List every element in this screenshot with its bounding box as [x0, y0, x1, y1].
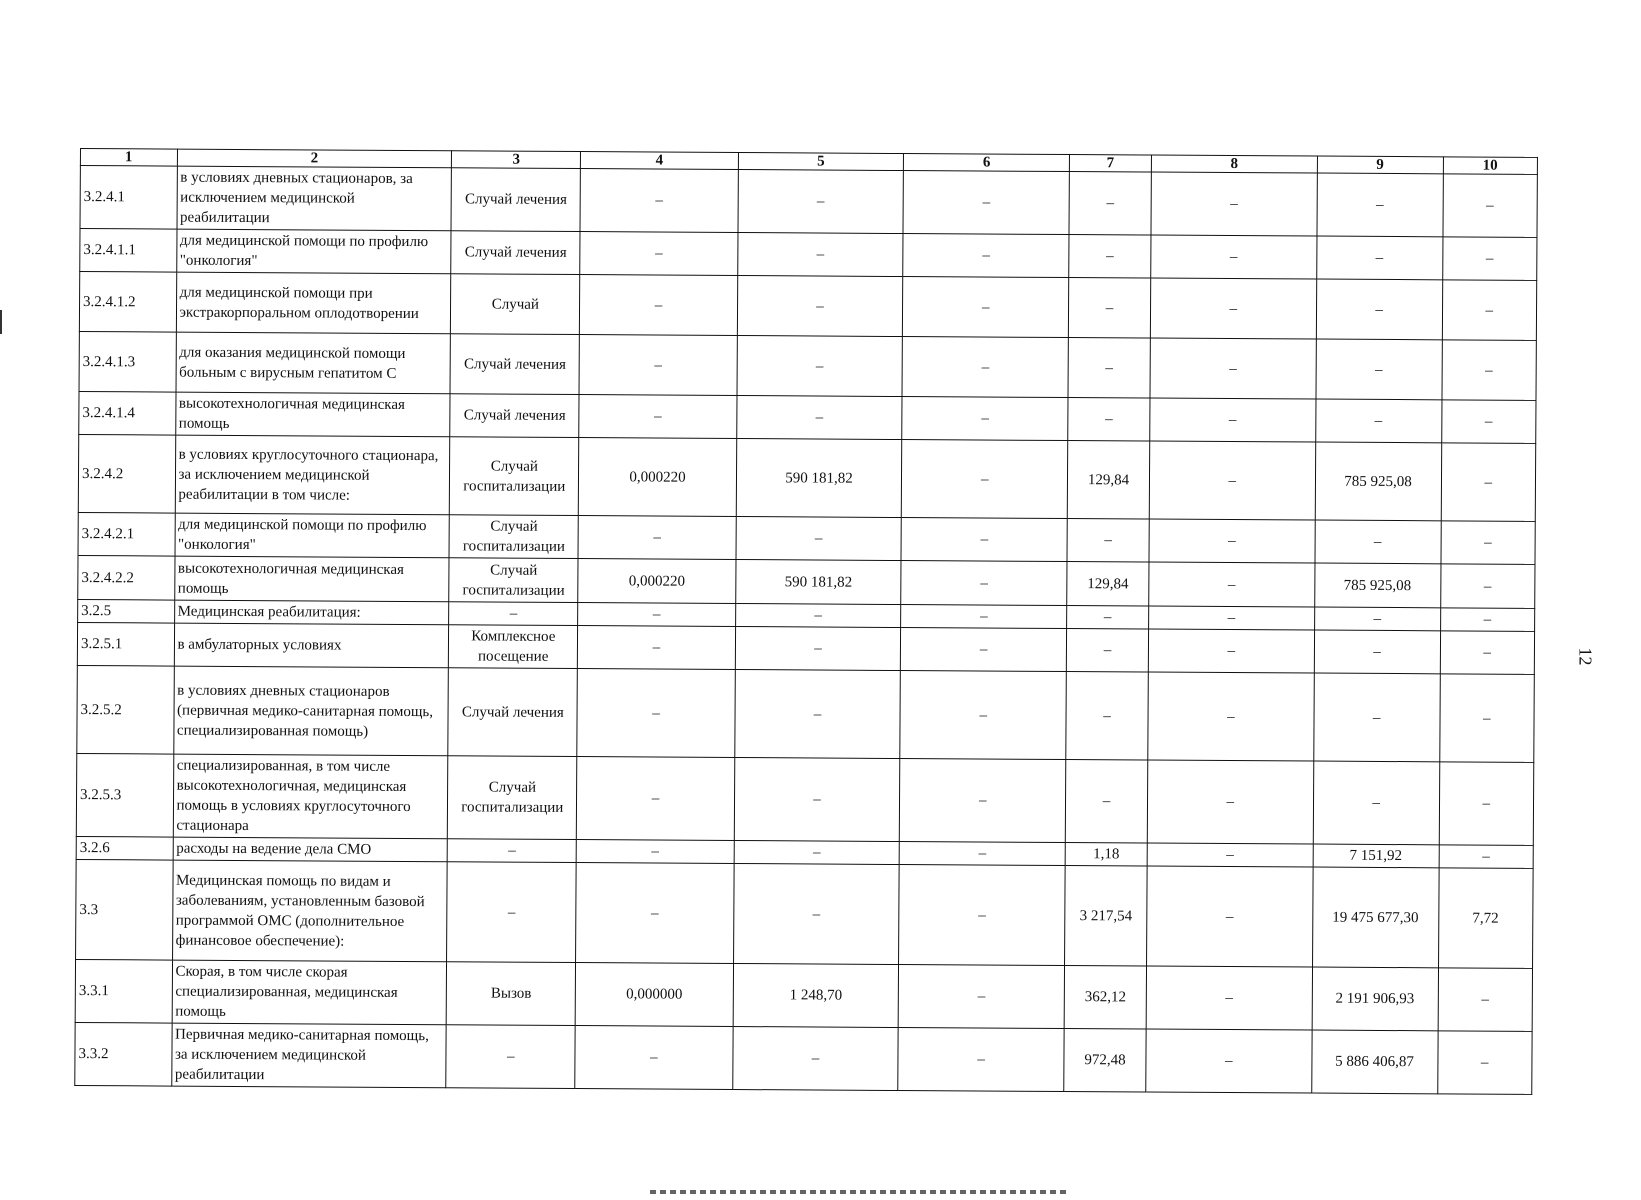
row-name: в амбулаторных условиях	[174, 623, 449, 668]
row-unit: Случай лечения	[450, 334, 579, 395]
cell-col5: –	[733, 864, 899, 965]
column-header-9: 9	[1317, 156, 1443, 174]
cell-col5: –	[734, 758, 900, 842]
cell-col9: –	[1313, 673, 1439, 762]
row-unit: Случай госпитализации	[450, 437, 579, 516]
cell-col5: –	[735, 627, 901, 671]
cell-col4: –	[578, 603, 735, 627]
cell-col8: –	[1150, 338, 1316, 399]
cell-col10: –	[1441, 400, 1536, 444]
cell-col8: –	[1146, 1029, 1312, 1093]
cell-col8: –	[1151, 172, 1317, 236]
table-row	[79, 331, 1536, 400]
cell-col6: –	[901, 628, 1067, 672]
cell-col7: –	[1068, 278, 1150, 338]
cell-col10: –	[1440, 608, 1535, 632]
cell-col6: –	[900, 842, 1066, 866]
table-row	[79, 272, 1536, 341]
row-unit: Случай лечения	[451, 168, 580, 232]
table-row	[75, 1022, 1532, 1094]
cell-col6: –	[899, 965, 1065, 1029]
cell-col5: –	[736, 517, 902, 561]
cell-col10: –	[1437, 1031, 1532, 1095]
cell-col4: 0,000220	[578, 559, 736, 604]
cell-col7: 972,48	[1064, 1029, 1146, 1092]
cell-col8: –	[1147, 760, 1313, 844]
cell-col9: –	[1316, 236, 1442, 280]
cell-col4: –	[575, 1026, 733, 1090]
scan-edge-mark	[0, 310, 2, 334]
cell-col4: –	[578, 516, 736, 560]
financing-table	[74, 148, 1538, 1095]
column-header-6: 6	[904, 154, 1070, 172]
cell-col9: 19 475 677,30	[1312, 867, 1438, 968]
cell-col4: –	[579, 395, 737, 439]
row-unit: Случай лечения	[450, 394, 579, 438]
column-header-2: 2	[177, 149, 452, 168]
cell-col7: –	[1069, 235, 1151, 278]
cell-col10: –	[1442, 237, 1537, 281]
cell-col7: 362,12	[1064, 966, 1146, 1029]
row-code: 3.2.4.1.1	[80, 229, 177, 273]
cell-col5: –	[738, 170, 904, 234]
row-code: 3.2.5	[78, 599, 175, 623]
cell-col4: –	[577, 669, 735, 758]
cell-col5: 590 181,82	[736, 439, 902, 518]
scan-artifact-line	[650, 1190, 1070, 1194]
cell-col8: –	[1146, 866, 1312, 967]
column-header-8: 8	[1151, 155, 1317, 173]
row-name: Медицинская реабилитация:	[174, 600, 449, 625]
table-row	[80, 166, 1537, 238]
cell-col10: –	[1440, 564, 1535, 609]
cell-col4: –	[577, 757, 735, 841]
column-header-5: 5	[738, 153, 904, 171]
row-unit: Вызов	[446, 962, 575, 1026]
cell-col9: 5 886 406,87	[1311, 1030, 1437, 1094]
table-row	[78, 434, 1535, 521]
cell-col7: 129,84	[1067, 441, 1149, 519]
cell-col10: –	[1439, 762, 1534, 846]
row-code: 3.3.1	[75, 959, 172, 1023]
cell-col8: –	[1149, 606, 1315, 630]
cell-col9: 785 925,08	[1315, 442, 1441, 521]
column-header-1: 1	[80, 149, 177, 167]
cell-col4: –	[576, 863, 734, 964]
row-name: Скорая, в том числе скорая специализированная, медицинская помощь	[172, 960, 447, 1025]
cell-col9: 2 191 906,93	[1312, 967, 1438, 1031]
cell-col10: –	[1442, 280, 1537, 341]
cell-col10: 7,72	[1438, 868, 1533, 969]
cell-col7: –	[1069, 172, 1151, 235]
cell-col10: –	[1439, 674, 1534, 763]
cell-col9: –	[1313, 761, 1439, 845]
cell-col6: –	[900, 759, 1066, 843]
column-header-7: 7	[1069, 155, 1151, 172]
cell-col5: 1 248,70	[733, 964, 899, 1028]
table-row	[75, 959, 1532, 1031]
row-unit: –	[447, 862, 577, 963]
cell-col5: –	[734, 670, 900, 759]
table-row	[77, 665, 1535, 762]
row-unit: –	[449, 602, 578, 626]
cell-col8: –	[1151, 235, 1317, 279]
cell-col10: –	[1441, 443, 1536, 522]
column-header-4: 4	[581, 152, 738, 170]
cell-col7: –	[1066, 672, 1148, 760]
cell-col9: –	[1315, 399, 1441, 443]
cell-col6: –	[900, 671, 1066, 760]
cell-col8: –	[1149, 519, 1315, 563]
cell-col6: –	[902, 337, 1068, 398]
cell-col4: 0,000220	[579, 438, 737, 517]
cell-col9: –	[1316, 339, 1442, 400]
cell-col7: 3 217,54	[1065, 866, 1147, 966]
row-name: для медицинской помощи при экстракорпоральном оплодотворении	[176, 272, 451, 334]
cell-col8: –	[1150, 398, 1316, 442]
cell-col7: 129,84	[1067, 562, 1149, 606]
column-header-3: 3	[452, 151, 581, 169]
row-name: для оказания медицинской помощи больным с вирусным гепатитом С	[176, 332, 451, 394]
cell-col4: –	[578, 626, 736, 670]
row-name: расходы на ведение дела СМО	[173, 837, 448, 862]
cell-col9: –	[1314, 630, 1440, 674]
row-code: 3.2.4.2	[78, 434, 175, 513]
cell-col5: 590 181,82	[735, 560, 901, 605]
cell-col6: –	[903, 171, 1069, 235]
row-unit: Случай госпитализации	[449, 558, 578, 603]
cell-col6: –	[899, 865, 1065, 966]
cell-col8: –	[1148, 672, 1314, 761]
row-unit: –	[446, 1025, 575, 1089]
table-row	[76, 753, 1533, 845]
cell-col6: –	[902, 397, 1068, 441]
row-code: 3.2.5.3	[76, 753, 173, 837]
cell-col5: –	[732, 1027, 898, 1091]
cell-col8: –	[1147, 843, 1313, 867]
cell-col5: –	[737, 276, 903, 337]
cell-col6: –	[901, 518, 1067, 562]
row-code: 3.2.4.1.4	[79, 391, 176, 435]
row-unit: Случай госпитализации	[448, 756, 578, 840]
cell-col7: –	[1065, 760, 1147, 843]
cell-col6: –	[901, 605, 1067, 629]
cell-col10: –	[1443, 174, 1538, 238]
row-name: для медицинской помощи по профилю "онкология"	[176, 229, 451, 274]
cell-col8: –	[1150, 278, 1316, 339]
row-unit: Случай лечения	[448, 668, 578, 757]
row-code: 3.2.5.1	[77, 622, 174, 666]
row-code: 3.2.4.1.3	[79, 331, 176, 392]
cell-col7: 1,18	[1065, 843, 1147, 866]
cell-col7: –	[1068, 398, 1150, 441]
cell-col8: –	[1148, 629, 1314, 673]
table-row	[76, 859, 1534, 968]
cell-col4: –	[579, 335, 737, 396]
cell-col4: –	[576, 840, 733, 864]
cell-col6: –	[903, 234, 1069, 278]
cell-col9: –	[1314, 607, 1440, 631]
row-code: 3.2.4.2.1	[78, 512, 175, 556]
row-name: специализированная, в том числе высокотехнологичная, медицинская помощь в условиях круглосуточного стационара	[173, 754, 448, 839]
cell-col8: –	[1149, 562, 1315, 607]
row-unit: –	[447, 839, 576, 863]
row-code: 3.2.4.2.2	[78, 555, 175, 600]
row-name: высокотехнологичная медицинская помощь	[174, 556, 449, 602]
table-body	[75, 166, 1538, 1095]
cell-col5: –	[737, 336, 903, 397]
cell-col6: –	[902, 440, 1068, 519]
cell-col4: 0,000000	[575, 963, 733, 1027]
row-name: высокотехнологичная медицинская помощь	[175, 392, 450, 437]
cell-col7: –	[1067, 519, 1149, 562]
column-header-10: 10	[1443, 157, 1538, 175]
row-code: 3.2.6	[76, 836, 173, 860]
cell-col9: –	[1315, 520, 1441, 564]
cell-col10: –	[1440, 631, 1535, 675]
cell-col6: –	[903, 277, 1069, 338]
cell-col5: –	[736, 396, 902, 440]
row-name: Первичная медико-санитарная помощь, за исключением медицинской реабилитации	[171, 1023, 446, 1088]
row-name: в условиях круглосуточного стационара, за исключением медицинской реабилитации в том числе:	[175, 435, 450, 515]
cell-col10: –	[1442, 340, 1537, 401]
row-code: 3.2.4.1.2	[79, 272, 176, 333]
row-name: Медицинская помощь по видам и заболеваниям, установленным базовой программой ОМС (дополнительное финансовое обеспечение):	[172, 860, 447, 962]
row-name: в условиях дневных стационаров, за исключением медицинской реабилитации	[177, 166, 452, 231]
row-code: 3.3.2	[75, 1022, 172, 1086]
row-name: в условиях дневных стационаров (первичная медико-санитарная помощь, специализированная помощь)	[173, 666, 448, 756]
cell-col8: –	[1146, 966, 1312, 1030]
cell-col4: –	[580, 275, 738, 336]
cell-col10: –	[1438, 968, 1533, 1032]
cell-col9: 785 925,08	[1314, 563, 1440, 608]
cell-col10: –	[1441, 521, 1536, 565]
cell-col4: –	[580, 232, 738, 276]
cell-col6: –	[901, 561, 1067, 606]
cell-col5: –	[735, 604, 901, 628]
row-code: 3.3	[76, 859, 173, 960]
cell-col6: –	[898, 1028, 1064, 1092]
cell-col9: –	[1316, 279, 1442, 340]
cell-col7: –	[1068, 338, 1150, 398]
cell-col10: –	[1439, 845, 1534, 869]
row-code: 3.2.4.1	[80, 166, 177, 230]
row-code: 3.2.5.2	[77, 665, 174, 754]
cell-col7: –	[1066, 629, 1148, 672]
cell-col4: –	[580, 169, 738, 233]
row-unit: Комплексное посещение	[449, 625, 578, 669]
document-page	[74, 148, 1538, 1095]
cell-col5: –	[737, 233, 903, 277]
cell-col8: –	[1149, 441, 1315, 520]
row-unit: Случай лечения	[451, 231, 580, 275]
cell-col9: 7 151,92	[1313, 844, 1439, 868]
cell-col5: –	[734, 841, 900, 865]
row-name: для медицинской помощи по профилю "онкология"	[175, 513, 450, 558]
row-unit: Случай	[451, 274, 580, 335]
cell-col7: –	[1067, 606, 1149, 629]
page-number: 12	[1575, 647, 1596, 666]
row-unit: Случай госпитализации	[449, 515, 578, 559]
cell-col9: –	[1317, 173, 1443, 237]
